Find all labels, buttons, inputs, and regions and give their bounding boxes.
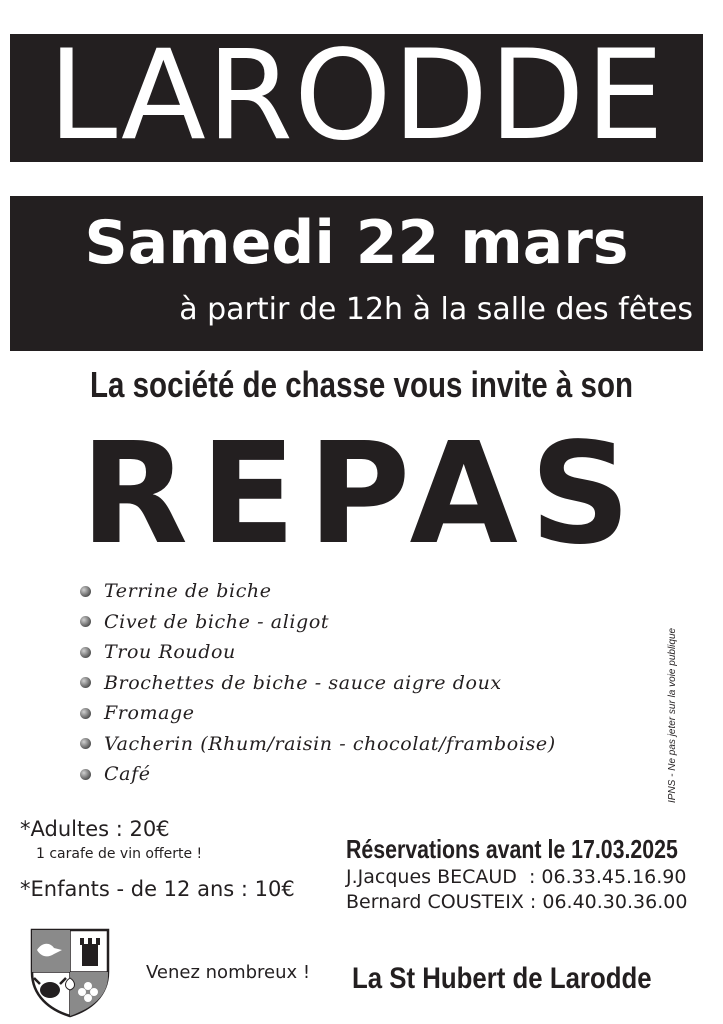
- bullet-icon: [80, 769, 91, 780]
- event-date: Samedi 22 mars: [84, 208, 629, 278]
- menu-item-label: Brochettes de biche - sauce aigre doux: [104, 671, 502, 694]
- menu-item: [80, 698, 556, 729]
- menu-item: [80, 759, 556, 790]
- menu-item-label: Terrine de biche: [104, 580, 272, 603]
- coat-of-arms-icon: [28, 926, 112, 1018]
- headline-repas: REPAS: [80, 413, 643, 576]
- bullet-icon: [80, 738, 91, 749]
- venez-nombreux: Venez nombreux !: [146, 962, 311, 983]
- menu-item-label: Vacherin (Rhum/raisin - chocolat/framboise): [104, 732, 556, 755]
- bullet-icon: [80, 677, 91, 688]
- menu-item: [80, 668, 556, 699]
- menu-item: [80, 607, 556, 638]
- menu-item-label: Civet de biche - aligot: [104, 610, 330, 633]
- menu-item-label: Café: [104, 763, 151, 786]
- price-children: *Enfants - de 12 ans : 10€: [20, 877, 295, 901]
- menu-list: [80, 576, 556, 790]
- contact-line: Bernard COUSTEIX : 06.40.30.36.00: [346, 891, 688, 913]
- ipns-note-text: IPNS - Ne pas jeter sur la voie publique: [667, 627, 678, 803]
- menu-item-label: Fromage: [104, 702, 195, 725]
- menu-item: [80, 729, 556, 760]
- bullet-icon: [80, 647, 91, 658]
- organizer-name: La St Hubert de Larodde: [352, 962, 652, 995]
- menu-item: [80, 637, 556, 668]
- menu-item: [80, 576, 556, 607]
- menu-item-label: Trou Roudou: [104, 641, 236, 664]
- event-time-place: à partir de 12h à la salle des fêtes: [179, 292, 693, 327]
- ipns-note: [667, 588, 687, 803]
- contact-line: J.Jacques BECAUD : 06.33.45.16.90: [346, 866, 687, 888]
- bullet-icon: [80, 616, 91, 627]
- bullet-icon: [80, 586, 91, 597]
- reservations-title: Réservations avant le 17.03.2025: [346, 834, 678, 864]
- invitation-line: La société de chasse vous invite à son: [89, 364, 634, 405]
- bullet-icon: [80, 708, 91, 719]
- village-title: LARODDE: [48, 24, 665, 168]
- wine-offer: 1 carafe de vin offerte !: [36, 846, 203, 862]
- price-adults: *Adultes : 20€: [20, 817, 170, 841]
